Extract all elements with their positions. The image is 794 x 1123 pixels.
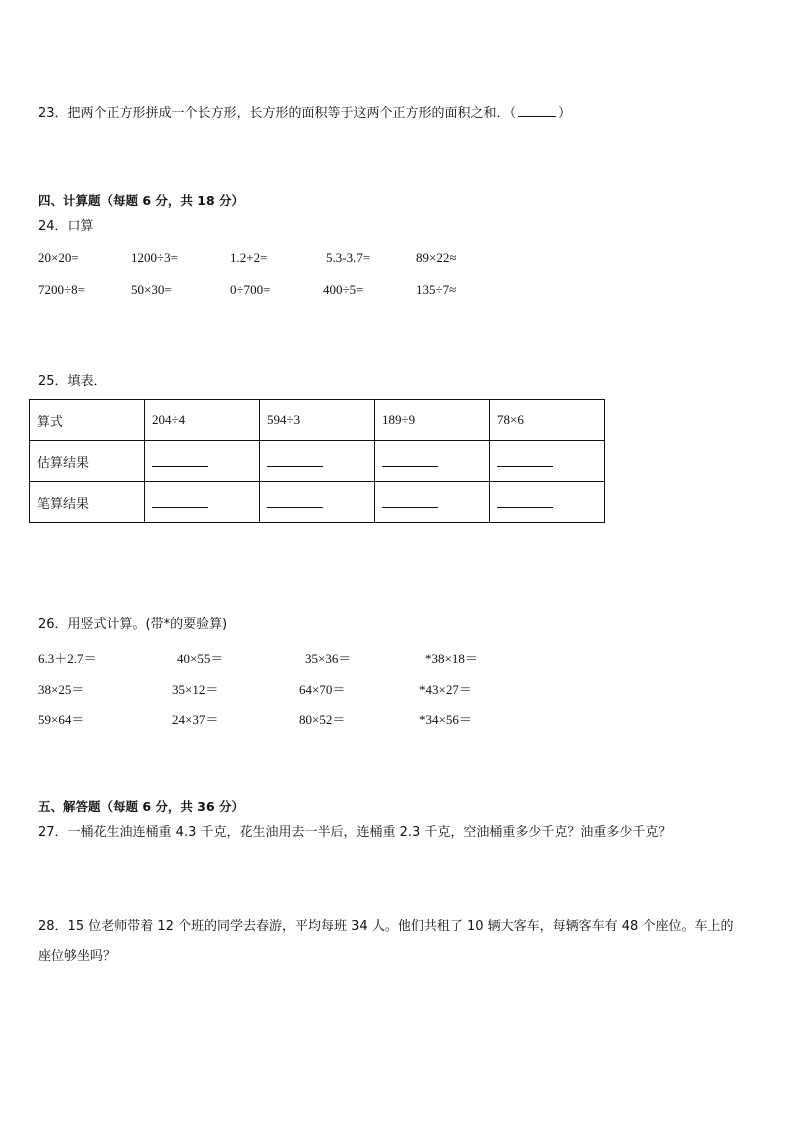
question-23 [38, 104, 571, 123]
answer-blank[interactable] [497, 452, 553, 467]
q26-item: *43×27＝ [419, 682, 472, 697]
q24-item: 5.3-3.7= [326, 250, 371, 265]
row-label: 估算结果 [30, 441, 145, 482]
answer-blank[interactable] [382, 493, 438, 508]
question-23-number: 23． [38, 106, 68, 121]
q24-item: 135÷7≈ [416, 282, 457, 297]
q26-item: 38×25＝ [38, 682, 85, 697]
q26-item: 59×64＝ [38, 712, 85, 727]
row-label: 笔算结果 [30, 482, 145, 523]
table-header-cell: 78×6 [490, 400, 605, 441]
table-cell [145, 441, 260, 482]
table-header-row [30, 400, 605, 441]
table-cell [375, 482, 490, 523]
answer-blank[interactable] [497, 493, 553, 508]
table-cell [375, 441, 490, 482]
question-27: 27．一桶花生油连桶重 4.3 千克，花生油用去一半后，连桶重 2.3 千克，空油桶重多少千克？油重多少千克？ [38, 825, 672, 840]
fill-in-table [29, 399, 605, 523]
question-23-close: ） [558, 106, 572, 121]
q24-item: 1.2+2= [230, 250, 268, 265]
question-24-title: 24．口算 [38, 219, 94, 234]
q26-item: 40×55＝ [177, 651, 224, 666]
q26-item: 35×36＝ [305, 651, 352, 666]
question-28-line-2: 座位够坐吗？ [38, 949, 117, 964]
table-cell [490, 482, 605, 523]
answer-blank[interactable] [152, 493, 208, 508]
q24-item: 0÷700= [230, 282, 271, 297]
section-5-heading: 五、解答题（每题 6 分，共 36 分） [38, 799, 245, 814]
table-cell [490, 441, 605, 482]
q26-item: 24×37＝ [172, 712, 219, 727]
answer-blank[interactable] [267, 452, 323, 467]
q24-item: 20×20= [38, 250, 79, 265]
table-cell [260, 441, 375, 482]
q24-item: 7200÷8= [38, 282, 85, 297]
answer-blank[interactable] [518, 104, 556, 117]
question-28-line-1: 28．15 位老师带着 12 个班的同学去春游，平均每班 34 人。他们共租了 10 辆大客车，每辆客车有 48 个座位。车上的 [38, 919, 734, 934]
q24-item: 89×22≈ [416, 250, 457, 265]
q26-item: *38×18＝ [425, 651, 478, 666]
q24-item: 1200÷3= [131, 250, 178, 265]
table-header-cell: 204÷4 [145, 400, 260, 441]
table-row [30, 441, 605, 482]
section-4-heading: 四、计算题（每题 6 分，共 18 分） [38, 193, 245, 208]
q26-item: 64×70＝ [299, 682, 346, 697]
q24-item: 50×30= [131, 282, 172, 297]
table-row [30, 482, 605, 523]
table-header-cell: 算式 [30, 400, 145, 441]
question-23-text: 把两个正方形拼成一个长方形，长方形的面积等于这两个正方形的面积之和．（ [67, 106, 517, 121]
q26-item: 80×52＝ [299, 712, 346, 727]
answer-blank[interactable] [152, 452, 208, 467]
q26-item: 6.3＋2.7＝ [38, 651, 97, 666]
answer-blank[interactable] [382, 452, 438, 467]
table-header-cell: 594÷3 [260, 400, 375, 441]
answer-blank[interactable] [267, 493, 323, 508]
table-cell [145, 482, 260, 523]
q26-item: 35×12＝ [172, 682, 219, 697]
q26-item: *34×56＝ [419, 712, 472, 727]
q24-item: 400÷5= [323, 282, 364, 297]
question-26-title: 26．用竖式计算。(带*的要验算) [38, 617, 228, 632]
table-header-cell: 189÷9 [375, 400, 490, 441]
question-25-title: 25．填表． [38, 374, 107, 389]
table-cell [260, 482, 375, 523]
